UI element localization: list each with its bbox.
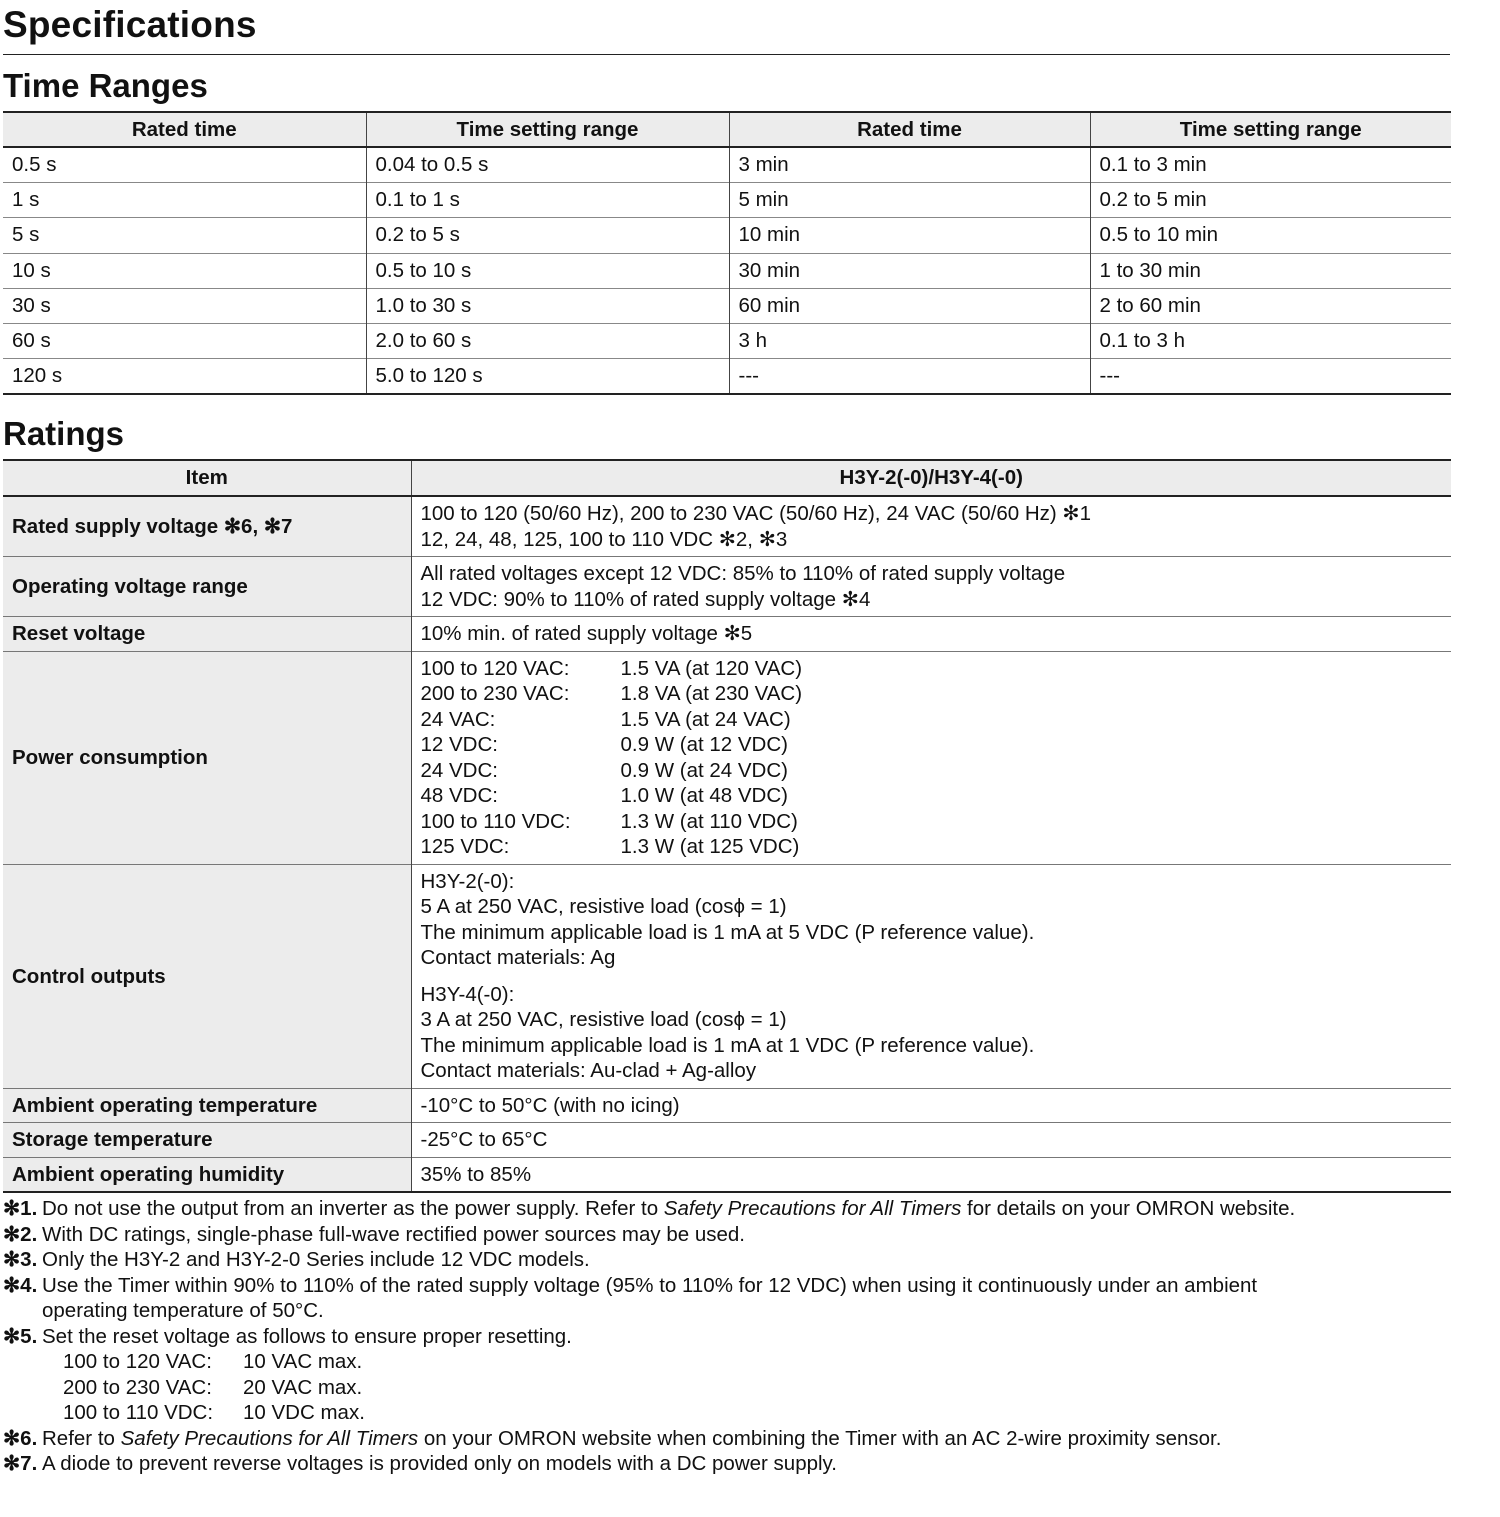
row-label: Storage temperature (3, 1123, 411, 1158)
table-cell: 120 s (3, 359, 366, 395)
power-consumption-list (421, 656, 1452, 860)
voltage-label: 24 VDC: (420, 758, 498, 782)
reset-voltage-list (3, 1349, 1450, 1426)
table-cell: 0.1 to 3 min (1099, 153, 1207, 177)
table-row (3, 288, 1451, 323)
voltage-label: 100 to 120 VAC: (420, 656, 570, 680)
table-cell: 60 min (729, 288, 1090, 323)
column-header: Rated time (3, 112, 366, 147)
value-line: 100 to 120 (50/60 Hz), 200 to 230 VAC (50/60 Hz), 24 VAC (50/60 Hz) ✻1 (420, 502, 1091, 526)
table-cell: 0.2 to 5 min (1090, 183, 1451, 218)
table-row (3, 218, 1451, 253)
footnote-mark: ✻7. (3, 1452, 38, 1476)
column-header: Time setting range (366, 112, 729, 147)
voltage-label: 12 VDC: (420, 733, 498, 757)
row-label: Reset voltage (3, 617, 411, 652)
table-row (3, 496, 1451, 557)
power-value: 1.3 W (at 125 VDC) (620, 835, 800, 859)
block-spacer (421, 971, 1452, 982)
table-cell: 1 s (3, 183, 366, 218)
power-value: 1.5 VA (at 120 VAC) (620, 656, 803, 680)
footnote-line: Use the Timer within 90% to 110% of the rated supply voltage (95% to 110% for 12 VDC) when using it continuously under an ambient (42, 1273, 1258, 1297)
value-line: Contact materials: Ag (420, 946, 616, 970)
voltage-label: 200 to 230 VAC: (420, 682, 570, 706)
table-cell: 1.0 to 30 s (366, 288, 729, 323)
table-cell: 10 min (729, 218, 1090, 253)
row-label: Operating voltage range (3, 557, 411, 617)
value-line: 12, 24, 48, 125, 100 to 110 VDC ✻2, ✻3 (420, 527, 788, 551)
row-value (411, 864, 1451, 1088)
time-ranges-table (3, 111, 1451, 395)
value-line: The minimum applicable load is 1 mA at 1 VDC (P reference value). (420, 1033, 1035, 1057)
row-label: Control outputs (3, 864, 411, 1088)
table-cell: 5 s (3, 218, 366, 253)
table-cell: --- (729, 359, 1090, 395)
table-row (3, 617, 1451, 652)
column-header: Item (3, 460, 411, 496)
row-label: Rated supply voltage ✻6, ✻7 (3, 496, 411, 557)
table-cell: --- (1090, 359, 1451, 395)
power-value: 1.8 VA (at 230 VAC) (620, 682, 803, 706)
footnote (3, 1451, 1450, 1477)
table-cell: 3 h (729, 323, 1090, 358)
table-row (3, 359, 1451, 395)
spec-sheet (3, 0, 1450, 1477)
voltage-label: 100 to 110 VDC: (420, 809, 571, 833)
table-cell: 5 min (729, 183, 1090, 218)
power-value: 0.9 W (at 24 VDC) (620, 758, 788, 782)
table-cell: 2.0 to 60 s (366, 323, 729, 358)
footnote-line: operating temperature of 50°C. (42, 1299, 324, 1323)
footnote-italic-ref: Safety Precautions for All Timers (120, 1426, 419, 1450)
footnote-text-part: Do not use the output from an inverter as the power supply. Refer to (42, 1197, 664, 1221)
table-row (3, 183, 1451, 218)
table-cell: 1 to 30 min (1090, 253, 1451, 288)
table-cell: 0.5 s (3, 147, 366, 183)
table-cell: 0.1 to 3 h (1090, 323, 1451, 358)
footnote-mark: ✻4. (3, 1273, 38, 1297)
reset-value: 20 VAC max. (243, 1375, 363, 1399)
footnote-text-part: Refer to (42, 1426, 121, 1450)
row-value: 10% min. of rated supply voltage ✻5 (411, 617, 1451, 652)
footnotes (3, 1196, 1450, 1477)
table-row (3, 147, 1451, 183)
table-cell: 0.5 to 10 min (1090, 218, 1451, 253)
row-label: Ambient operating humidity (3, 1157, 411, 1192)
table-row (3, 253, 1451, 288)
voltage-label: 48 VDC: (420, 784, 498, 808)
ratings-table (3, 459, 1451, 1193)
table-header-row (3, 460, 1451, 496)
column-header: Time setting range (1090, 112, 1451, 147)
power-value: 1.0 W (at 48 VDC) (620, 784, 788, 808)
table-cell: 30 s (3, 288, 366, 323)
value-line: H3Y-2(-0): (420, 869, 515, 893)
table-cell: 5.0 to 120 s (366, 359, 729, 395)
value-line: 5 A at 250 VAC, resistive load (cosϕ = 1) (420, 895, 787, 919)
footnote-mark: ✻3. (3, 1248, 38, 1272)
table-cell: 0.5 to 10 s (366, 253, 729, 288)
footnote-text-part: for details on your OMRON website. (961, 1197, 1296, 1221)
table-row (3, 1088, 1451, 1123)
table-cell: 2 to 60 min (1090, 288, 1451, 323)
value-line: 12 VDC: 90% to 110% of rated supply voltage ✻4 (420, 587, 871, 611)
column-header: Rated time (729, 112, 1090, 147)
footnote (3, 1426, 1450, 1452)
footnote-mark: ✻1. (3, 1197, 38, 1221)
reset-value: 10 VAC max. (243, 1350, 363, 1374)
value-line: 3 A at 250 VAC, resistive load (cosϕ = 1) (420, 1008, 787, 1032)
value-line: H3Y-4(-0): (420, 982, 515, 1006)
footnote (3, 1196, 1450, 1222)
footnote (3, 1324, 1450, 1350)
table-row (3, 864, 1451, 1088)
footnote-text (42, 1196, 1295, 1222)
power-value: 0.9 W (at 12 VDC) (620, 733, 788, 757)
footnote-italic-ref: Safety Precautions for All Timers (663, 1197, 962, 1221)
power-value: 1.3 W (at 110 VDC) (620, 809, 798, 833)
row-label: Ambient operating temperature (3, 1088, 411, 1123)
voltage-label: 100 to 120 VAC: (63, 1350, 212, 1374)
row-value: -10°C to 50°C (with no icing) (411, 1088, 1451, 1123)
footnote-mark: ✻6. (3, 1426, 38, 1450)
table-row (3, 651, 1451, 864)
value-line: Contact materials: Au-clad + Ag-alloy (420, 1059, 757, 1083)
table-row (3, 323, 1451, 358)
table-cell: 10 s (3, 253, 366, 288)
table-cell: 3 min (729, 147, 1090, 183)
footnote-text: Set the reset voltage as follows to ensure proper resetting. (42, 1324, 572, 1348)
footnote-text (42, 1426, 1221, 1452)
page-title: Specifications (3, 4, 257, 45)
table-cell: 0.04 to 0.5 s (366, 147, 729, 183)
voltage-label: 100 to 110 VDC: (63, 1401, 214, 1425)
value-line: All rated voltages except 12 VDC: 85% to 110% of rated supply voltage (420, 562, 1066, 586)
value-line: The minimum applicable load is 1 mA at 5 VDC (P reference value). (420, 920, 1035, 944)
table-cell: 0.1 to 1 s (366, 183, 729, 218)
footnote-text (42, 1273, 1257, 1324)
footnote (3, 1247, 1450, 1273)
table-header-row (3, 112, 1451, 147)
time-ranges-heading: Time Ranges (3, 67, 208, 104)
footnote (3, 1273, 1450, 1324)
row-label: Power consumption (3, 651, 411, 864)
footnote-mark: ✻5. (3, 1324, 38, 1348)
footnote-text: Only the H3Y-2 and H3Y-2-0 Series include 12 VDC models. (42, 1248, 590, 1272)
voltage-label: 24 VAC: (420, 707, 496, 731)
table-cell: 30 min (729, 253, 1090, 288)
row-value (411, 496, 1451, 557)
row-value (411, 557, 1451, 617)
footnote (3, 1222, 1450, 1248)
row-value: 35% to 85% (411, 1157, 1451, 1192)
footnote-text-part: on your OMRON website when combining the Timer with an AC 2-wire proximity sensor. (418, 1426, 1222, 1450)
table-row (3, 1123, 1451, 1158)
ratings-heading: Ratings (3, 415, 125, 453)
row-value: -25°C to 65°C (411, 1123, 1451, 1158)
footnote-text: A diode to prevent reverse voltages is provided only on models with a DC power supply. (42, 1452, 837, 1476)
voltage-label: 200 to 230 VAC: (63, 1375, 212, 1399)
reset-value: 10 VDC max. (243, 1401, 365, 1425)
row-value (411, 651, 1451, 864)
power-value: 1.5 VA (at 24 VAC) (620, 707, 791, 731)
table-row (3, 557, 1451, 617)
voltage-label: 125 VDC: (420, 835, 510, 859)
table-cell: 0.2 to 5 s (366, 218, 729, 253)
table-cell: 60 s (3, 323, 366, 358)
footnote-text: With DC ratings, single-phase full-wave rectified power sources may be used. (42, 1222, 745, 1246)
table-row (3, 1157, 1451, 1192)
footnote-mark: ✻2. (3, 1222, 38, 1246)
column-header: H3Y-2(-0)/H3Y-4(-0) (411, 460, 1451, 496)
